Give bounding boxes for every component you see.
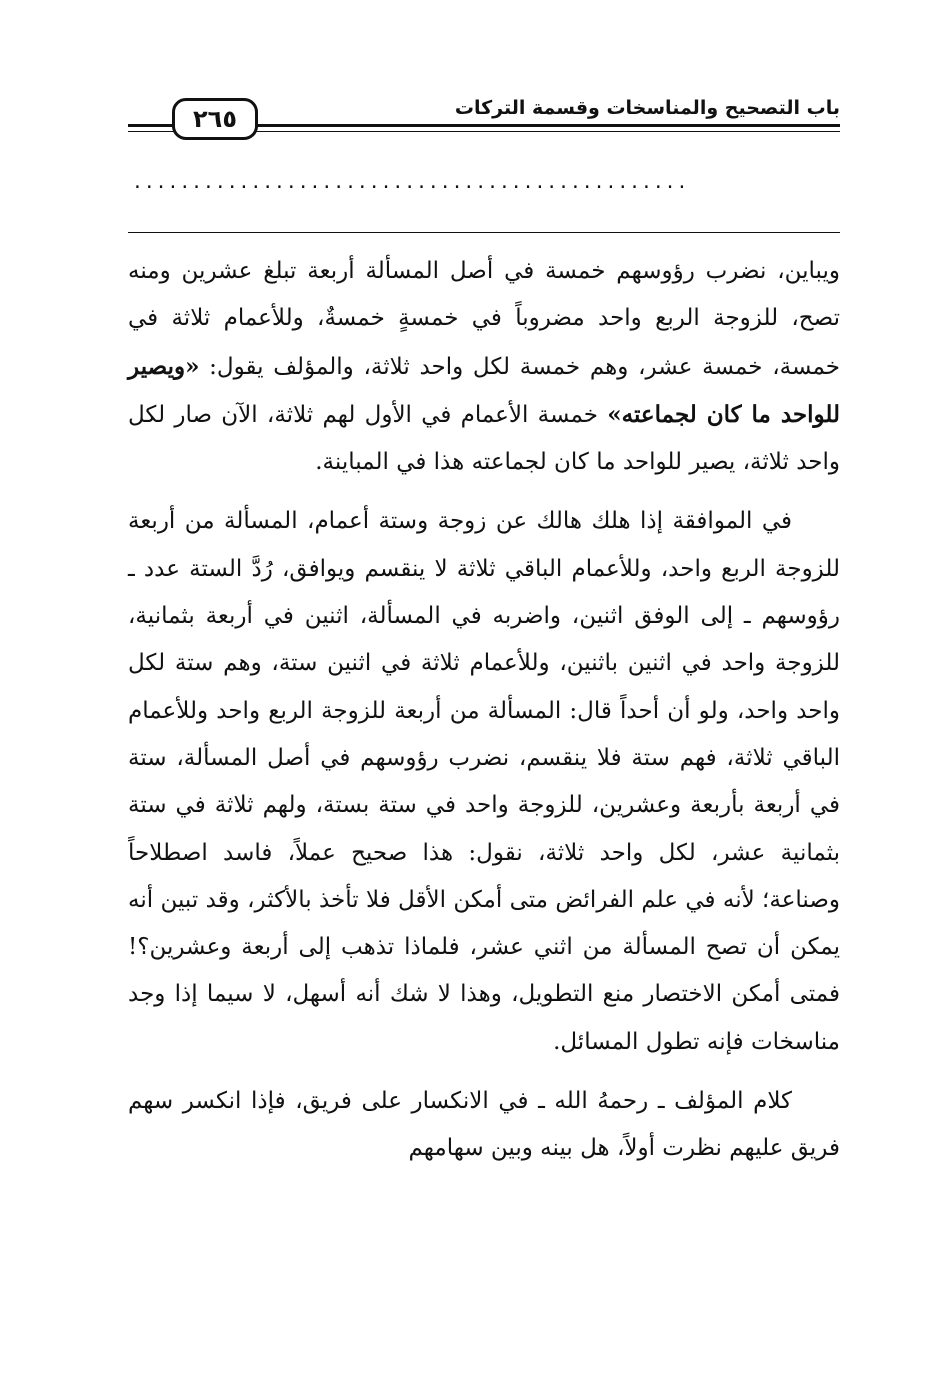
- paragraph-1-quote: «ويصير للواحد ما كان لجماعته»: [128, 352, 840, 428]
- paragraph-1-before: ويباين، نضرب رؤوسهم خمسة في أصل المسألة أربعة تبلغ عشرين ومنه تصح، للزوجة الربع واحد مضروباً في خمسةٍ خمسةٌ، وللأعمام ثلاثة في خمسة، خمسة عشر، وهم خمسة لكل واحد ثلاثة، والمؤلف يقول:: [128, 258, 840, 380]
- page-header: [128, 96, 840, 144]
- running-title: باب التصحيح والمناسخات وقسمة التركات: [443, 94, 840, 122]
- paragraph-3: كلام المؤلف ـ رحمهُ الله ـ في الانكسار على فريق، فإذا انكسر سهم فريق عليهم نظرت أولاً، هل بينه وبين سهامهم: [128, 1088, 840, 1162]
- page-number: ٢٦٥: [172, 98, 258, 140]
- dotted-separator: ...............................................: [132, 172, 689, 193]
- body-text: [128, 248, 840, 1173]
- section-divider: [128, 232, 840, 233]
- paragraph-1-after: خمسة الأعمام في الأول لهم ثلاثة، الآن صار لكل واحد ثلاثة، يصير للواحد ما كان لجماعته هذا في المباينة.: [128, 401, 840, 476]
- paragraph-1: [128, 248, 840, 486]
- paragraph-2: في الموافقة إذا هلك هالك عن زوجة وستة أعمام، المسألة من أربعة للزوجة الربع واحد، وللأعمام الباقي ثلاثة لا ينقسم ويوافق، رُدَّ الستة عدد ـ رؤوسهم ـ إلى الوفق اثنين، واضربه في المسألة، اثنين في أربعة بثمانية، للزوجة واحد في اثنين باثنين، وللأعمام ثلاثة في اثنين ستة، وهم ستة لكل واحد واحد، ولو أن أحداً قال: المسألة من أربعة للزوجة الربع واحد وللأعمام الباقي ثلاثة، فهم ستة فلا ينقسم، نضرب رؤوسهم في أصل المسألة، ستة في أربعة بأربعة وعشرين، للزوجة واحد في ستة بستة، ولهم ثلاثة في ستة بثمانية عشر، لكل واحد ثلاثة، نقول: هذا صحيح عملاً، فاسد اصطلاحاً وصناعة؛ لأنه في علم الفرائض متى أمكن الأقل فلا تأخذ بالأكثر، وقد تبين أنه يمكن أن تصح المسألة من اثني عشر، فلماذا تذهب إلى أربعة وعشرين؟! فمتى أمكن الاختصار منع التطويل، وهذا لا شك أنه أسهل، لا سيما إذا وجد مناسخات فإنه تطول المسائل.: [128, 508, 840, 1055]
